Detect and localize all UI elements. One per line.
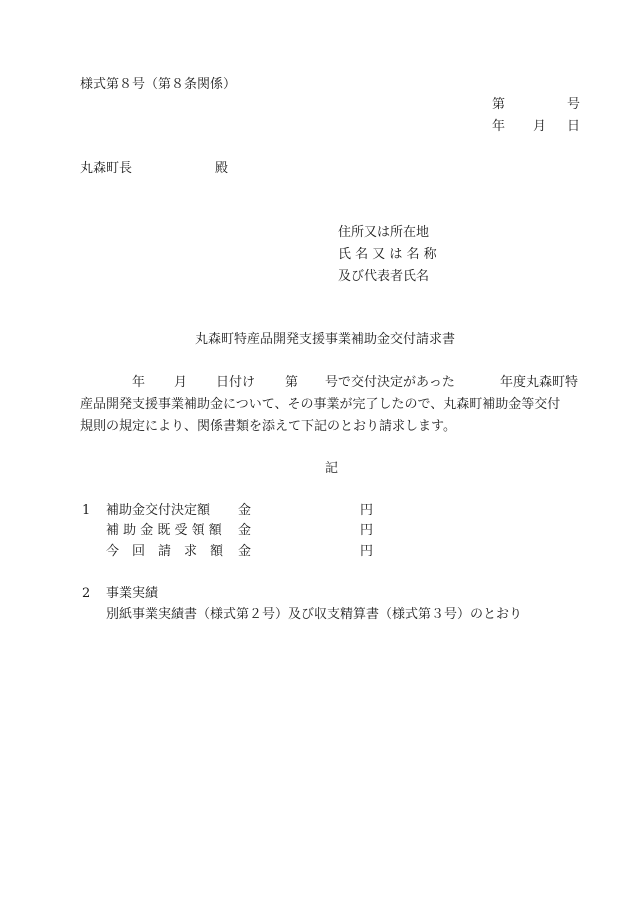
applicant-representative-label: 及び代表者氏名 [338,269,430,284]
form-number: 様式第８号（第８条関係） [80,77,237,92]
date-month: 月 [533,119,547,134]
doc-number-suffix: 号 [567,97,581,112]
body-rest: 号で交付決定があった [325,375,455,390]
section1-row-yen: 円 [360,523,374,538]
ki-heading: 記 [325,461,339,476]
section2-text: 別紙事業実績書（様式第２号）及び収支精算書（様式第３号）のとおり [106,607,523,622]
section1-row-yen: 円 [360,503,374,518]
body-line-3: 規則の規定により、関係書類を添えて下記のとおり請求します。 [80,419,456,434]
addressee-title: 丸森町長 [80,161,133,176]
addressee-honorific: 殿 [215,161,229,176]
body-year: 年 [132,375,146,390]
section1-number: 1 [82,503,91,518]
doc-number-prefix: 第 [492,97,506,112]
body-dai: 第 [285,375,299,390]
applicant-address-label: 住所又は所在地 [338,225,430,240]
applicant-name-label: 氏 名 又 は 名 称 [338,247,437,262]
date-day: 日 [567,119,581,134]
section1-row-kin: 金 [238,544,252,559]
section1-row-kin: 金 [238,523,252,538]
section1-row-label: 補 助 金 既 受 領 額 [106,523,222,538]
date-year: 年 [492,119,506,134]
section1-row-label: 補助金交付決定額 [106,503,211,518]
body-fiscal: 年度丸森町特 [500,375,579,390]
body-dated: 日付け [216,375,256,390]
document-title: 丸森町特産品開発支援事業補助金交付請求書 [195,332,456,347]
section2-heading: 事業実績 [106,586,159,601]
section1-row-yen: 円 [360,544,374,559]
section2-number: 2 [82,586,91,601]
body-month: 月 [174,375,188,390]
body-line-2: 産品開発支援事業補助金について、その事業が完了したので、丸森町補助金等交付 [80,397,561,412]
section1-row-label: 今 回 請 求 額 [106,544,224,559]
section1-row-kin: 金 [238,503,252,518]
